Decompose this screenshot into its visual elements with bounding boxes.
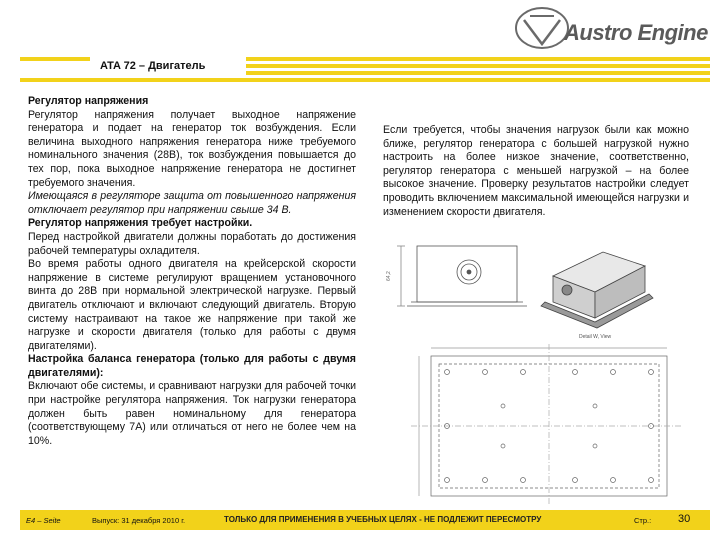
regulator-drawing xyxy=(383,238,703,508)
paragraph: Перед настройкой двигатели должны поработать до достижения рабочей температуры охладителя. xyxy=(28,230,356,257)
isometric-view-drawing xyxy=(541,252,653,328)
iso-caption: Detail W, View xyxy=(579,334,612,340)
dimension-label: 64,2 xyxy=(386,271,392,281)
footer-warning: ТОЛЬКО ДЛЯ ПРИМЕНЕНИЯ В УЧЕБНЫХ ЦЕЛЯХ - НЕ ПОДЛЕЖИТ ПЕРЕСМОТРУ xyxy=(224,515,542,524)
paragraph: Регулятор напряжения получает выходное напряжение генератора и подает на генератор ток возбуждения. Если величина выходного напряжения генератора ниже требуемого номинального значения (28В), ток возбуждения повышается до тех пор, пока выходное напряжение генератора не достигнет требуемого значения. xyxy=(28,108,356,189)
page-number: 30 xyxy=(678,513,691,525)
right-text-column xyxy=(383,124,689,219)
paragraph: Включают обе системы, и сравнивают нагрузки для рабочей точки при настройке регулятора напряжения. Ток нагрузки генератора должен быть равен номинальному для генератора (соответствующему 7А) или отличаться от него не более чем на 10%. xyxy=(28,380,356,447)
paragraph: Если требуется, чтобы значения нагрузок были как можно ближе, регулятор генератора с большей нагрузкой нужно настроить на более низкое значение, соответственно, регулятор генератора с меньшей нагрузкой – на более высокое значение. Проверку результатов настройки следует проводить включением максимальной имеющейся нагрузки и изменением скорости двигателя. xyxy=(383,124,689,218)
italic-paragraph: Имеющаяся в регуляторе защита от повышенного напряжения отключает регулятор при напряжении свыше 34 В. xyxy=(28,190,356,216)
footer-page-label: Стр.: xyxy=(634,516,652,525)
technical-drawings xyxy=(383,238,703,508)
front-view-drawing xyxy=(397,246,527,306)
section-heading: Регулятор напряжения xyxy=(28,95,149,107)
top-view-drawing xyxy=(411,344,683,504)
left-text-column xyxy=(28,95,356,448)
footer-version: E4 – Seite xyxy=(26,516,61,525)
section-heading: Настройка баланса генератора (только для работы с двумя двигателями): xyxy=(28,353,356,379)
footer-date: Выпуск: 31 декабря 2010 г. xyxy=(92,516,186,525)
logo-emblem-icon xyxy=(512,6,572,52)
logo-text: Austro Engine xyxy=(564,20,708,45)
paragraph: Во время работы одного двигателя на крейсерской скорости напряжение в системе регулируют вращением установочного винта до 28В при нормальной электрической нагрузке. Первый двигатель отключают и включают следующий двигатель. Вторую систему настраивают на такое же напряжение при такой же нагрузке и скорости двигателя (только для работы с двумя двигателями). xyxy=(28,258,356,352)
austro-engine-logo xyxy=(512,6,712,56)
section-heading: Регулятор напряжения требует настройки. xyxy=(28,217,253,230)
page-footer xyxy=(0,507,720,531)
page-title: ATA 72 – Двигатель xyxy=(100,60,206,72)
